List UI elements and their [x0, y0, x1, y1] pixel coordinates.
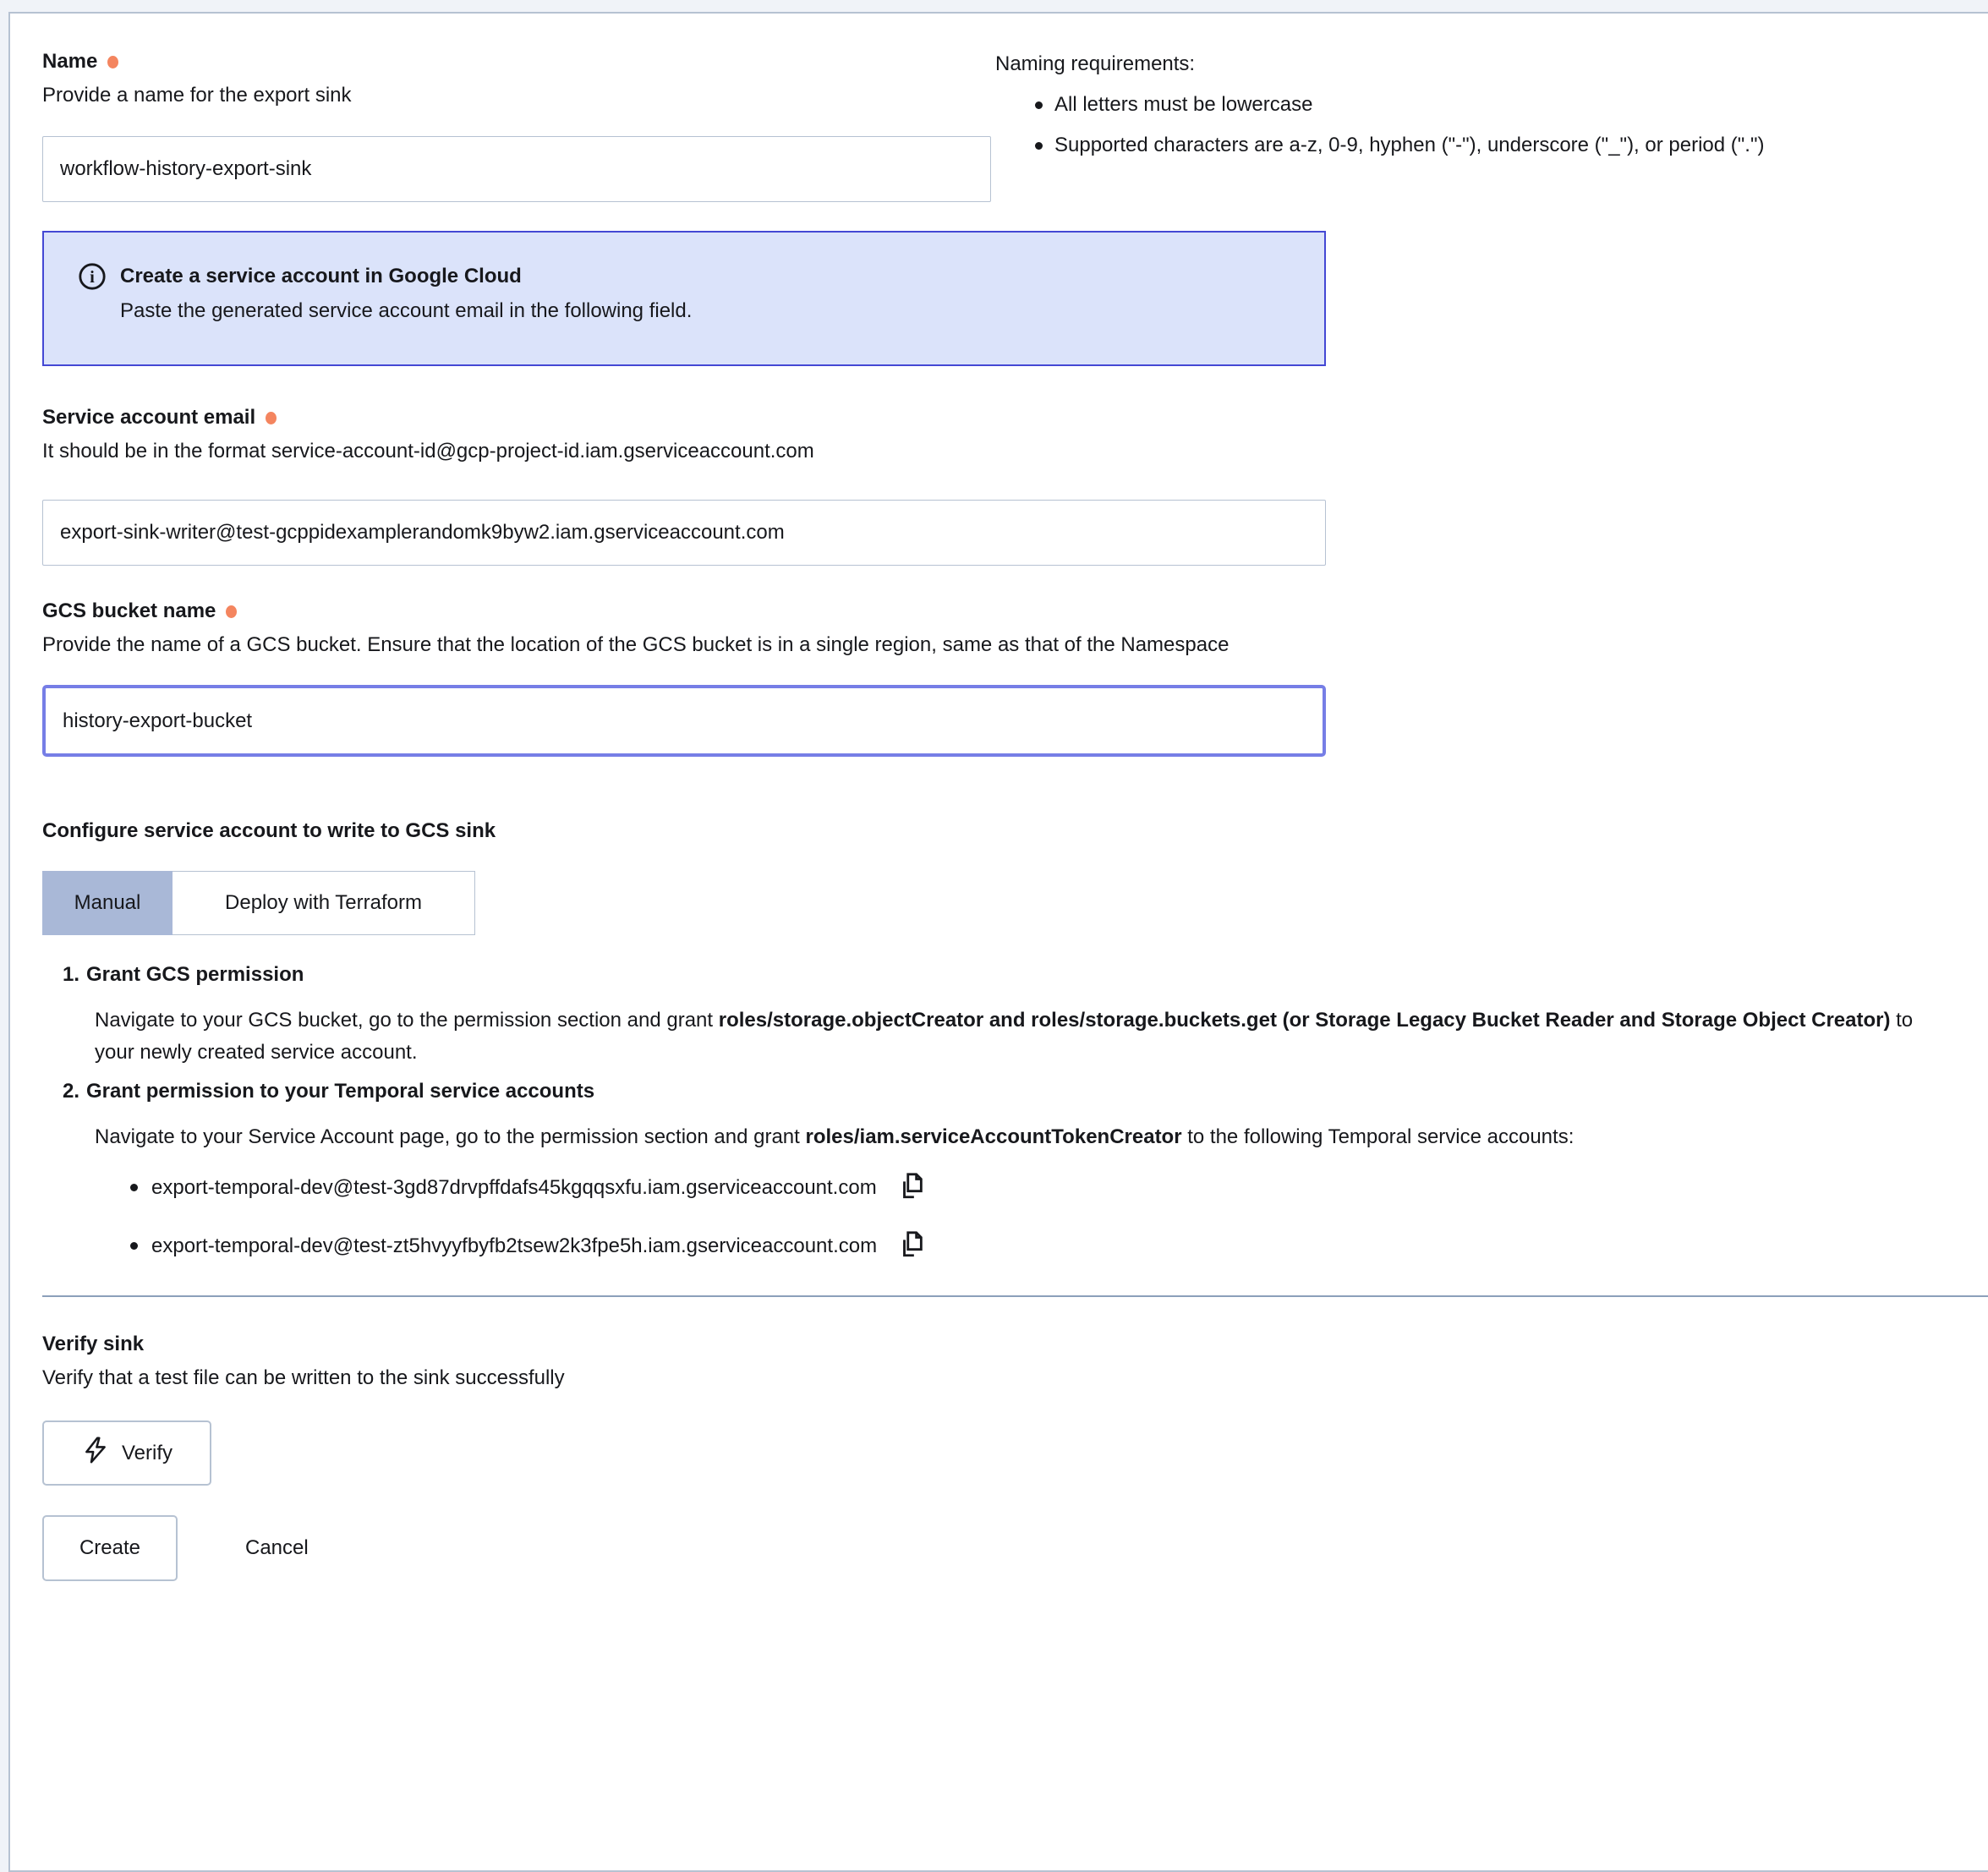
step-number: 2. [63, 1080, 80, 1103]
copy-icon [897, 1172, 926, 1203]
tab-deploy-with-terraform[interactable]: Deploy with Terraform [173, 871, 475, 935]
bullet-icon [1035, 101, 1043, 109]
bucket-label-row [42, 599, 1988, 624]
step-body-text: to the following Temporal service accounts: [1181, 1125, 1575, 1148]
service-account-item [130, 1230, 1988, 1262]
bullet-icon [130, 1184, 138, 1191]
required-indicator-icon [107, 56, 118, 68]
copy-button[interactable] [897, 1230, 926, 1262]
naming-requirement-text: Supported characters are a-z, 0-9, hyphen ("-"), underscore ("_"), or period (".") [1054, 134, 1765, 156]
bucket-name-input[interactable] [42, 685, 1326, 757]
naming-requirements-list [995, 91, 1985, 159]
step-title: 2. Grant permission to your Temporal service accounts [63, 1080, 595, 1103]
step-number: 1. [63, 963, 80, 986]
info-icon [78, 262, 107, 297]
step-body [95, 1121, 1938, 1153]
configure-tabs [42, 871, 1988, 935]
step-grant-gcs-permission [63, 962, 1988, 1069]
name-field-group [42, 49, 991, 202]
step-body-roles: roles/storage.objectCreator and roles/storage.buckets.get (or Storage Legacy Bucket Reader and Storage Object Creator) [718, 1009, 1891, 1032]
form-actions [42, 1515, 1988, 1581]
naming-requirements [995, 49, 1985, 172]
step-title: 1. Grant GCS permission [63, 963, 304, 986]
lightning-bolt-icon [81, 1436, 110, 1470]
cancel-button[interactable]: Cancel [237, 1524, 317, 1572]
bullet-icon [1035, 142, 1043, 150]
step-body-text: to your newly created service account. [95, 1009, 1914, 1064]
bullet-icon [130, 1242, 138, 1250]
step-body-text: Navigate to your Service Account page, go to the permission section and grant [95, 1125, 806, 1148]
step-body-roles: roles/iam.serviceAccountTokenCreator [805, 1125, 1182, 1148]
tab-manual[interactable]: Manual [42, 871, 173, 935]
info-banner-body: Paste the generated service account email in the following field. [120, 299, 693, 322]
info-banner-title: Create a service account in Google Cloud [120, 265, 522, 287]
name-field-label: Name [42, 50, 98, 73]
name-row [42, 49, 1988, 202]
configure-section-title: Configure service account to write to GCS sink [42, 819, 496, 842]
export-sink-form-card [8, 12, 1988, 1872]
step-body [95, 1004, 1938, 1069]
naming-requirement-text: All letters must be lowercase [1054, 93, 1313, 116]
required-indicator-icon [226, 605, 237, 618]
info-banner-text [120, 263, 692, 325]
service-account-field-description: It should be in the format service-account-id@gcp-project-id.iam.gserviceaccount.com [42, 440, 814, 463]
name-label-row [42, 49, 991, 74]
service-account-label-row [42, 405, 1988, 430]
verify-button-label: Verify [121, 1441, 173, 1464]
verify-sink-description: Verify that a test file can be written to the sink successfully [42, 1366, 565, 1389]
bucket-field-label: GCS bucket name [42, 599, 216, 622]
required-indicator-icon [266, 412, 277, 424]
naming-requirement-item [1035, 91, 1985, 118]
name-field-description: Provide a name for the export sink [42, 84, 352, 107]
step-grant-temporal-permission [63, 1079, 1988, 1153]
copy-button[interactable] [897, 1172, 926, 1203]
service-account-email: export-temporal-dev@test-zt5hvyyfbyfb2tsew2k3fpe5h.iam.gserviceaccount.com [151, 1234, 878, 1257]
temporal-service-account-list [42, 1172, 1988, 1262]
service-account-field-label: Service account email [42, 406, 256, 429]
verify-button[interactable] [42, 1420, 211, 1486]
naming-requirements-title: Naming requirements: [995, 52, 1196, 75]
svg-text:i: i [90, 268, 95, 287]
name-input[interactable] [42, 136, 991, 202]
service-account-email: export-temporal-dev@test-3gd87drvpffdafs45kgqqsxfu.iam.gserviceaccount.com [151, 1175, 877, 1199]
naming-requirement-item [1035, 132, 1985, 159]
form-content [10, 14, 1988, 1581]
step-body-text: Navigate to your GCS bucket, go to the permission section and grant [95, 1009, 719, 1032]
instruction-steps [42, 962, 1988, 1153]
info-banner [42, 231, 1326, 366]
service-account-email-input[interactable] [42, 500, 1326, 566]
create-button[interactable]: Create [42, 1515, 178, 1581]
section-divider [42, 1295, 1988, 1297]
bucket-field-description: Provide the name of a GCS bucket. Ensure that the location of the GCS bucket is in a single region, same as that of the Namespace [42, 633, 1229, 656]
verify-sink-title: Verify sink [42, 1333, 145, 1355]
copy-icon [897, 1230, 926, 1262]
service-account-item [130, 1172, 1988, 1203]
